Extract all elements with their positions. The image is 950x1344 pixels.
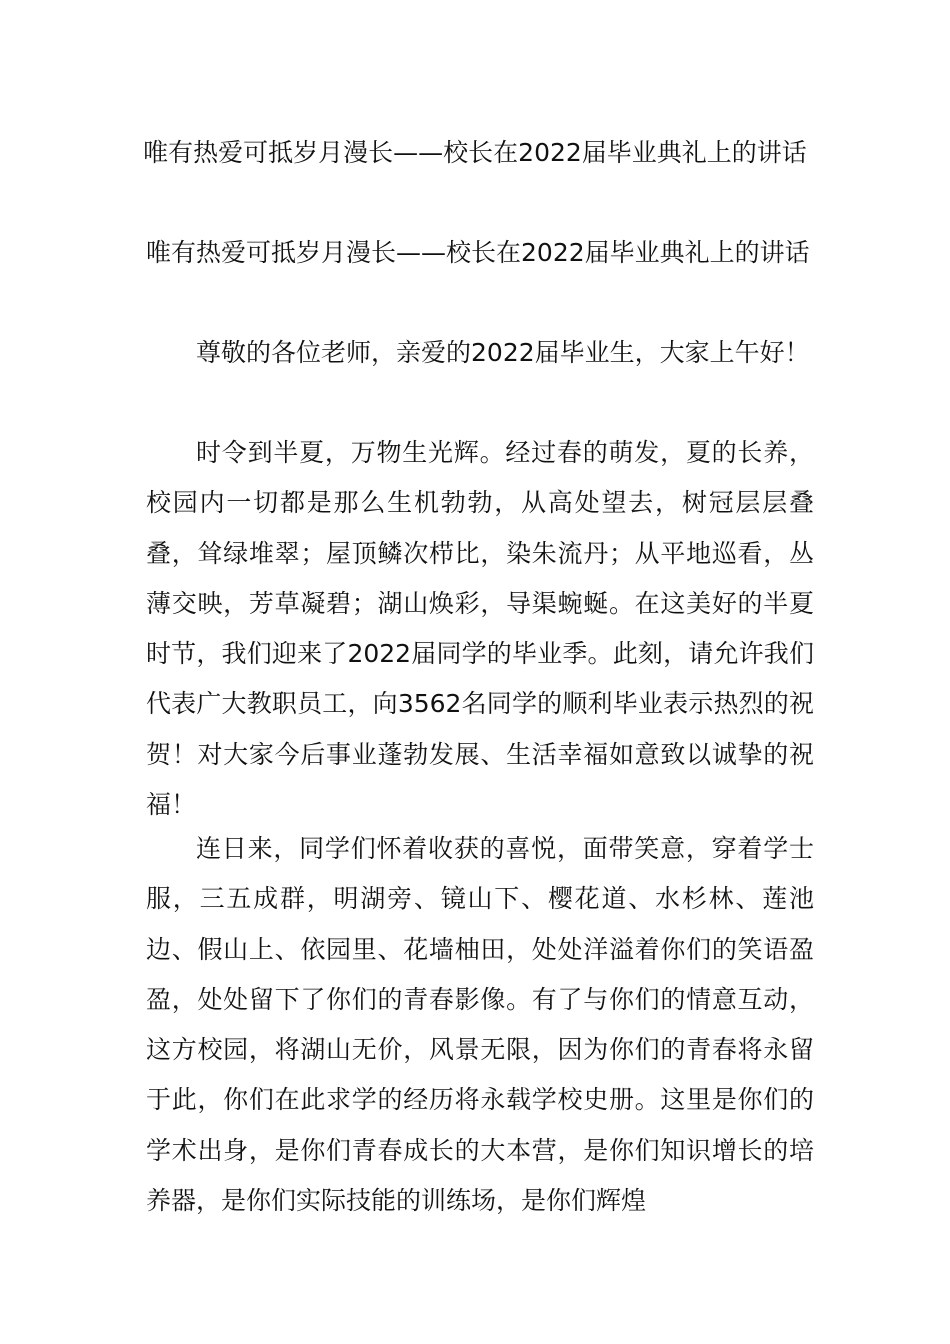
body-paragraph-2: 连日来，同学们怀着收获的喜悦，面带笑意，穿着学士服，三五成群，明湖旁、镜山下、樱花道、水杉林、莲池边、假山上、依园里、花墙柚田，处处洋溢着你们的笑语盈盈，处处留下了你们的青春影像。有了与你们的情意互动，这方校园，将湖山无价，风景无限，因为你们的青春将永留于此，你们在此求学的经历将永载学校史册。这里是你们的学术出身，是你们青春成长的大本营，是你们知识增长的培养器，是你们实际技能的训练场，是你们辉煌 [146,834,814,1216]
body-paragraph-1: 时令到半夏，万物生光辉。经过春的萌发，夏的长养，校园内一切都是那么生机勃勃，从高处望去，树冠层层叠叠，耸绿堆翠；屋顶鳞次栉比，染朱流丹；从平地巡看，丛薄交映，芳草凝碧；湖山焕彩，导渠蜿蜒。在这美好的半夏时节，我们迎来了2022届同学的毕业季。此刻，请允许我们代表广大教职员工，向3562名同学的顺利毕业表示热烈的祝贺！对大家今后事业蓬勃发展、生活幸福如意致以诚挚的祝福！ [146,438,814,820]
document-subtitle: 唯有热爱可抵岁月漫长——校长在2022届毕业典礼上的讲话 [146,238,810,267]
greeting-paragraph: 尊敬的各位老师，亲爱的2022届毕业生，大家上午好！ [196,338,810,367]
document-title: 唯有热爱可抵岁月漫长——校长在2022届毕业典礼上的讲话 [143,138,807,167]
